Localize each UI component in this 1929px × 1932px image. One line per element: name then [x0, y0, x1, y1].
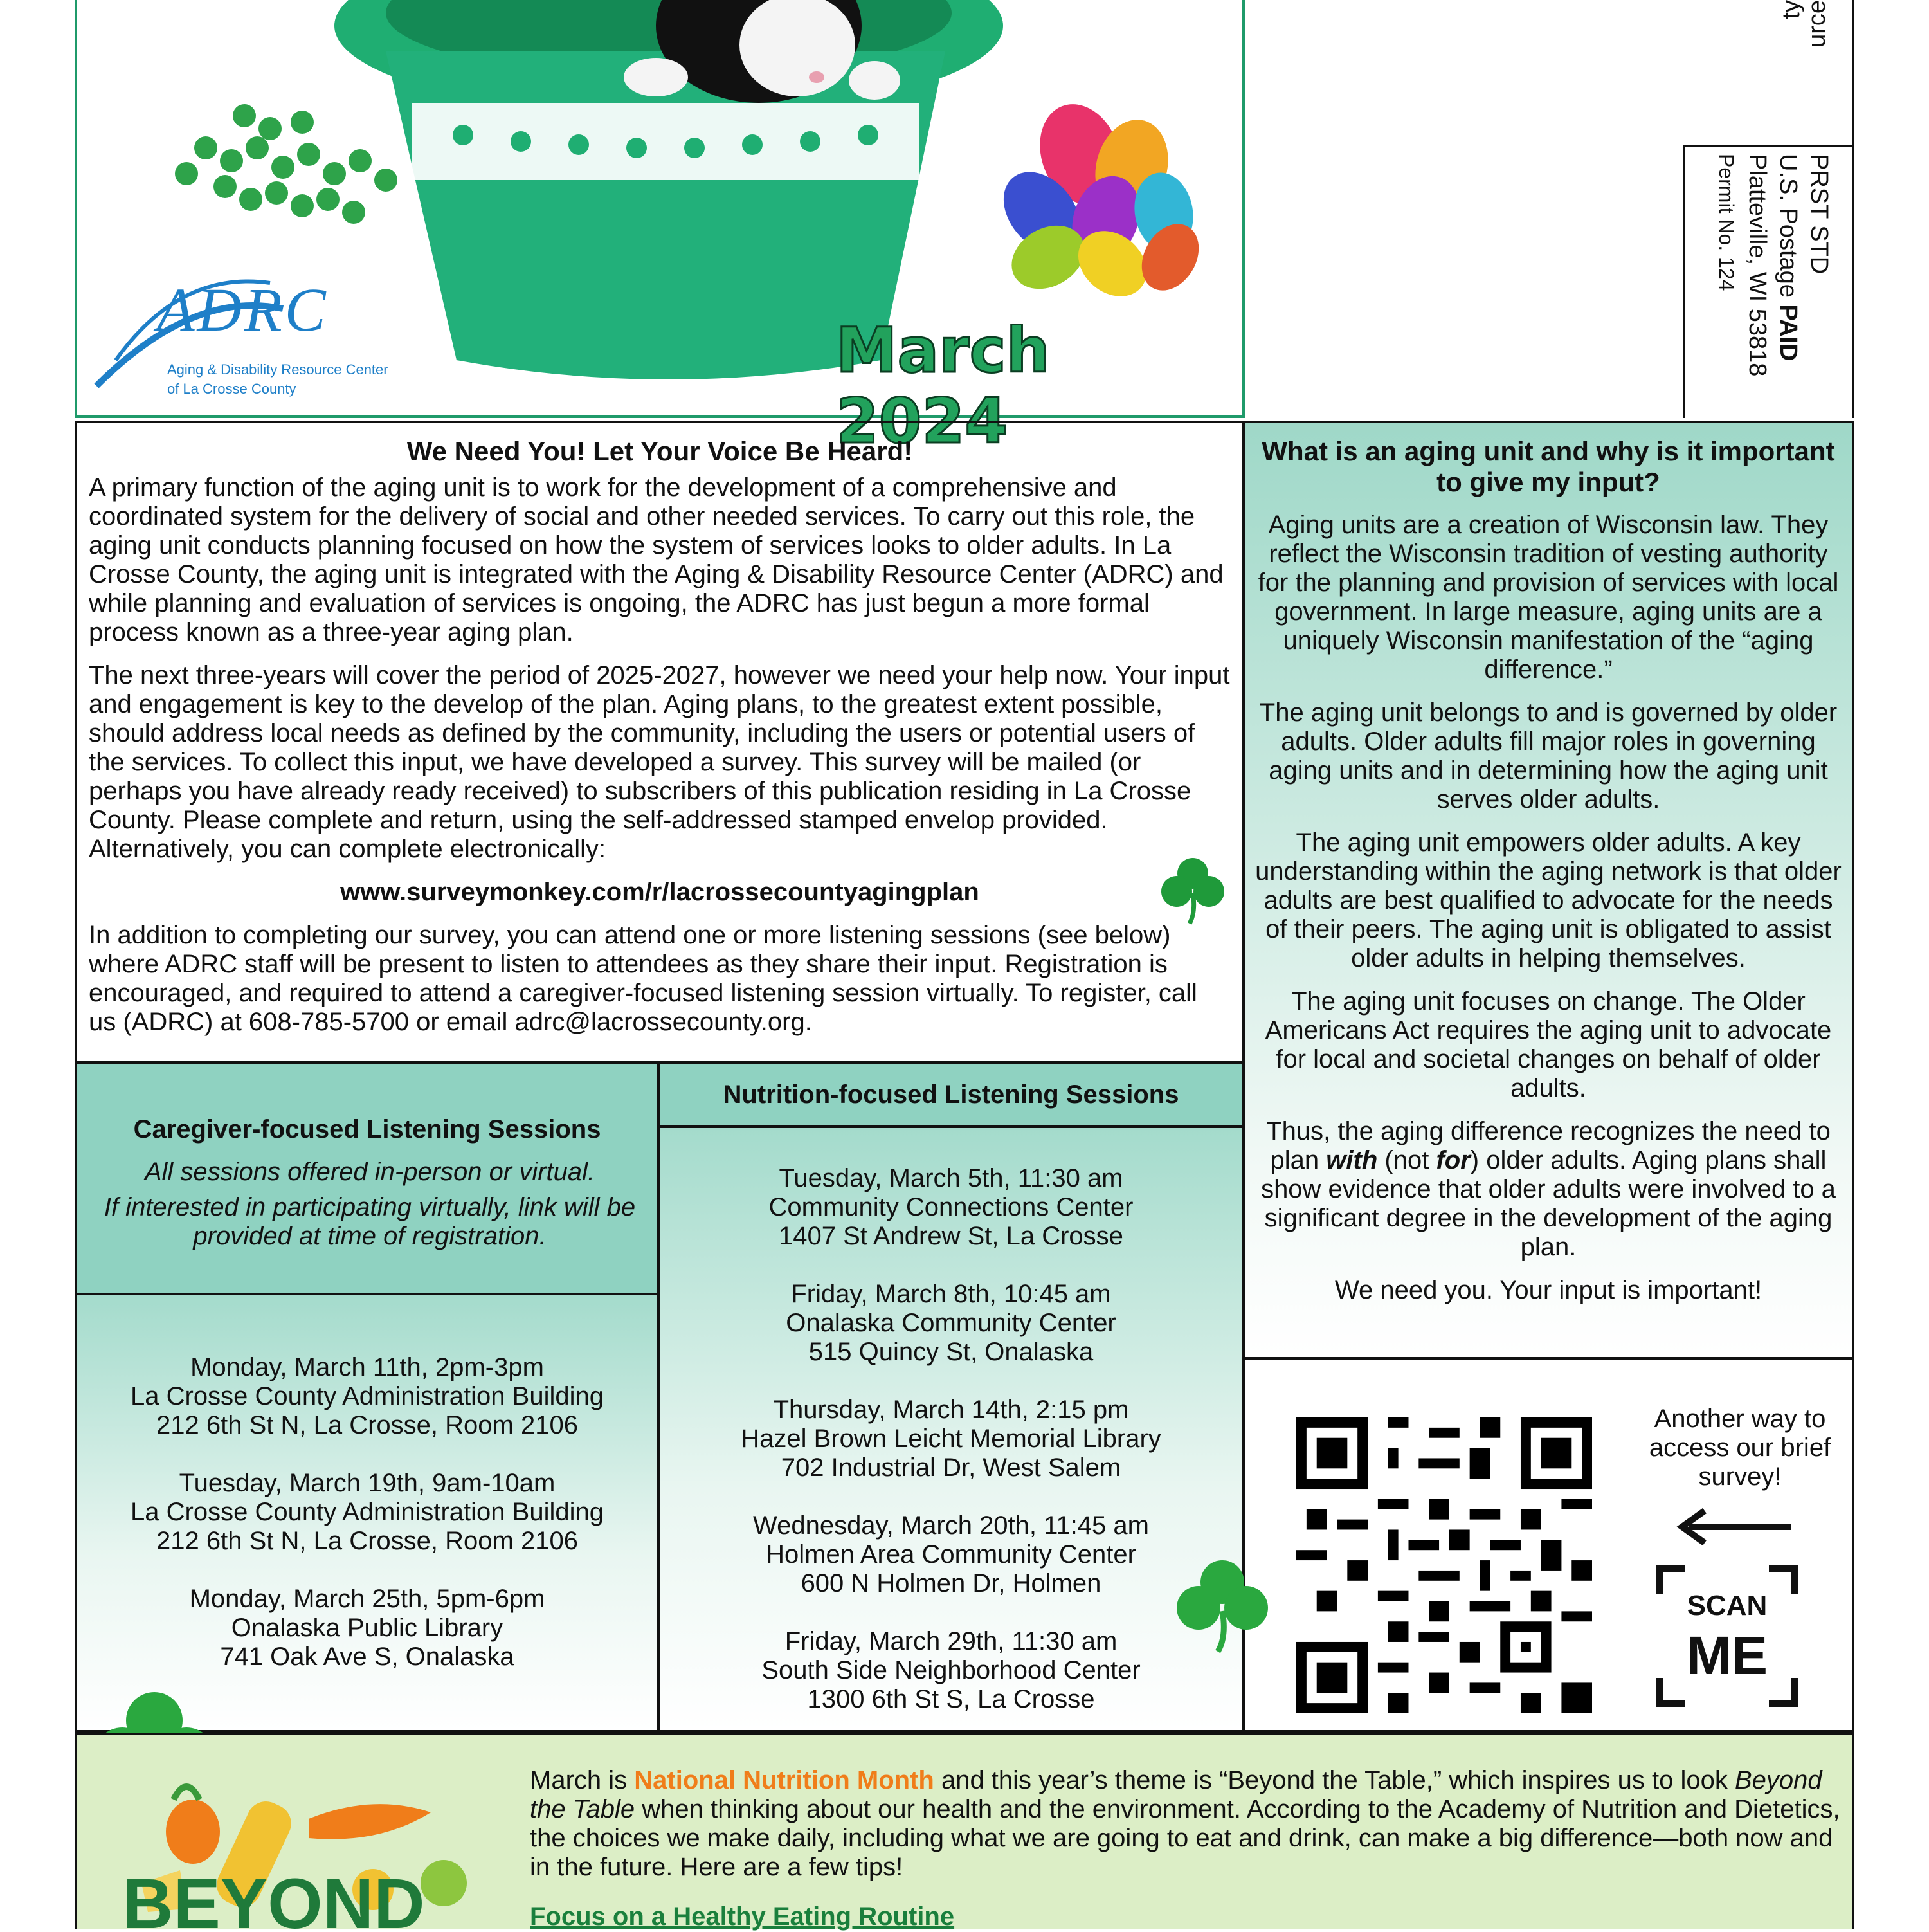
nnm-highlight: National Nutrition Month	[634, 1766, 934, 1794]
survey-article	[75, 421, 1245, 1064]
mailer-text-2: ty	[1778, 0, 1805, 19]
session-address: 600 N Holmen Dr, Holmen	[801, 1569, 1101, 1598]
caregiver-note-1: All sessions offered in-person or virtual.	[144, 1158, 595, 1186]
shamrock-icon	[1157, 854, 1228, 925]
survey-link[interactable]: www.surveymonkey.com/r/lacrossecountyagingplan	[340, 878, 979, 906]
nutrition-month-section	[75, 1733, 1854, 1932]
nutrition-session	[660, 1627, 1242, 1714]
session-time: Friday, March 8th, 10:45 am	[791, 1280, 1111, 1308]
aging-paragraph-3: The aging unit empowers older adults. A key understanding within the aging network is that older adults are best qualified to advocate for the needs of their peers. The aging unit is obligated to assist older adults in helping themselves.	[1255, 828, 1842, 972]
session-time: Tuesday, March 19th, 9am-10am	[179, 1469, 556, 1497]
healthy-routine-heading: Focus on a Healthy Eating Routine	[530, 1902, 955, 1931]
nnm-mid: and this year’s theme is “Beyond the Table,” which inspires us to look	[934, 1766, 1735, 1794]
survey-paragraph-1: A primary function of the aging unit is to work for the development of a comprehensive and coordinated system for the delivery of social and other needed services. To carry out this role, the aging unit conducts planning focused on how the system of services looks to older adults. In La Crosse County, the aging unit is integrated with the Aging & Disability Resource Center (ADRC) and while planning and evaluation of services is ongoing, the ADRC has just begun a more formal process known as a three-year aging plan.	[89, 473, 1224, 646]
aging-paragraph-1: Aging units are a creation of Wisconsin law. They reflect the Wisconsin tradition of vesting authority for the planning and provision of services with local government. In large measure, aging units are a uniquely Wisconsin manifestation of the “aging difference.”	[1258, 511, 1839, 684]
aging-unit-article	[1245, 421, 1854, 1360]
nutrition-header	[660, 1064, 1245, 1128]
session-time: Monday, March 11th, 2pm-3pm	[190, 1353, 544, 1381]
caregiver-note	[96, 1158, 643, 1251]
session-time: Monday, March 25th, 5pm-6pm	[189, 1585, 545, 1613]
shamrock-icon	[1174, 1556, 1271, 1653]
session-address: 1407 St Andrew St, La Crosse	[779, 1222, 1123, 1250]
permit-line-1: PRST STD	[1806, 154, 1833, 275]
session-address: 212 6th St N, La Crosse, Room 2106	[156, 1411, 578, 1439]
session-time: Wednesday, March 20th, 11:45 am	[753, 1511, 1149, 1540]
mailer-text-1: urce	[1804, 0, 1831, 48]
session-address: 741 Oak Ave S, Onalaska	[220, 1643, 514, 1671]
session-address: 515 Quincy St, Onalaska	[808, 1338, 1094, 1366]
session-place: La Crosse County Administration Building	[131, 1498, 604, 1526]
permit-postage: U.S. Postage	[1775, 154, 1802, 305]
nutrition-session	[660, 1280, 1242, 1367]
permit-line-4: Permit No. 124	[1715, 154, 1738, 291]
aging-p5-with: with	[1326, 1146, 1378, 1174]
adrc-logo-name	[167, 360, 388, 399]
session-time: Friday, March 29th, 11:30 am	[784, 1627, 1118, 1655]
qr-panel	[1245, 1360, 1854, 1733]
session-time: Tuesday, March 5th, 11:30 am	[779, 1164, 1123, 1192]
session-place: Onalaska Community Center	[786, 1309, 1116, 1337]
beyond-badge-text: BEYOND	[122, 1864, 425, 1932]
session-address: 1300 6th St S, La Crosse	[807, 1685, 1095, 1713]
nnm-rest: when thinking about our health and the environment. According to the Academy of Nutrition and Dietetics, the choices we make daily, including what we are going to eat and drink, can make a big difference—both now and in the future. Here are a few tips!	[530, 1795, 1840, 1881]
survey-paragraph-3: In addition to completing our survey, you can attend one or more listening sessions (see below) where ADRC staff will be present to listen to attendees as they share their input. Registration is encouraged, and required to attend a caregiver-focused listening session virtually. To register, call us (ADRC) at 608-785-5700 or email adrc@lacrossecounty.org.	[89, 921, 1197, 1036]
session-address: 702 Industrial Dr, West Salem	[781, 1454, 1121, 1482]
caregiver-note-2: If interested in participating virtually, link will be provided at time of registration.	[104, 1193, 636, 1250]
beyond-the-table-graphic	[96, 1774, 547, 1932]
aging-p5-part-c: ) older adults. Aging plans shall show evidence that older adults were involved to a significant degree in the development of the aging plan.	[1261, 1146, 1836, 1261]
session-place: South Side Neighborhood Center	[761, 1656, 1141, 1684]
me-label: ME	[1687, 1625, 1768, 1686]
caregiver-title: Caregiver-focused Listening Sessions	[133, 1115, 601, 1144]
aging-p5-part-b: (not	[1377, 1146, 1436, 1174]
nnm-lead: March is	[530, 1766, 635, 1794]
survey-paragraph-2: The next three-years will cover the period of 2025-2027, however we need your help now. Your input and engagement is key to the develop of the plan. Aging plans, to the greatest extent possible, should address local needs as defined by the community, including the users or potential users of the services. To collect this input, we have developed a survey. This survey will be mailed (or perhaps you have already ready received) to subscribers of this publication residing in La Crosse County. Please complete and return, using the self-addressed stamped envelop provided. Alternatively, you can complete electronically:	[89, 661, 1230, 863]
permit-line-3: Platteville, WI 53818	[1744, 154, 1771, 377]
caregiver-session	[77, 1469, 657, 1556]
nnm-theme: Beyond the Table	[530, 1766, 1822, 1823]
nutrition-month-text	[530, 1766, 1842, 1882]
aging-paragraph-4: The aging unit focuses on change. The Older Americans Act requires the aging unit to advocate for local and societal changes on behalf of older adults.	[1265, 987, 1832, 1102]
permit-paid: PAID	[1775, 304, 1802, 361]
aging-p5-part-a: Thus, the aging difference recognizes the need to plan	[1266, 1117, 1831, 1174]
postage-permit	[1683, 145, 1854, 418]
scan-me-badge	[1656, 1565, 1798, 1707]
nutrition-sessions	[660, 1128, 1245, 1733]
nutrition-session	[660, 1396, 1242, 1482]
nutrition-session	[660, 1511, 1242, 1598]
qr-note: Another way to access our brief survey!	[1649, 1405, 1831, 1491]
session-place: Community Connections Center	[768, 1193, 1134, 1221]
caregiver-session-list	[77, 1353, 657, 1672]
issue-date: March 2024	[836, 314, 1050, 457]
session-place: Onalaska Public Library	[231, 1614, 503, 1642]
qr-code[interactable]	[1296, 1417, 1592, 1713]
session-place: La Crosse County Administration Building	[131, 1382, 604, 1410]
adrc-logo-line2: of La Crosse County	[167, 381, 296, 397]
caregiver-header	[75, 1064, 660, 1295]
aging-paragraph-2: The aging unit belongs to and is governed by older adults. Older adults fill major roles in governing aging units and in determining how the aging unit serves older adults.	[1259, 698, 1838, 814]
session-time: Thursday, March 14th, 2:15 pm	[773, 1396, 1129, 1424]
aging-p5-for: for	[1436, 1146, 1471, 1174]
nutrition-title: Nutrition-focused Listening Sessions	[723, 1080, 1179, 1109]
adrc-logo-line1: Aging & Disability Resource Center	[167, 361, 388, 378]
nutrition-session-list	[660, 1164, 1242, 1714]
survey-title: We Need You! Let Your Voice Be Heard!	[406, 436, 913, 466]
session-place: Holmen Area Community Center	[766, 1540, 1136, 1569]
nutrition-session	[660, 1164, 1242, 1251]
session-place: Hazel Brown Leicht Memorial Library	[741, 1425, 1161, 1453]
arrow-left-icon	[1669, 1508, 1798, 1546]
caregiver-session	[77, 1353, 657, 1440]
aging-paragraph-6: We need you. Your input is important!	[1334, 1276, 1762, 1304]
permit-line-2	[1773, 154, 1804, 376]
aging-paragraph-5	[1254, 1117, 1843, 1262]
session-address: 212 6th St N, La Crosse, Room 2106	[156, 1527, 578, 1555]
aging-title: What is an aging unit and why is it important to give my input?	[1262, 436, 1835, 497]
caregiver-sessions	[75, 1295, 660, 1733]
adrc-logo-text: ADRC	[157, 275, 329, 344]
caregiver-session	[77, 1585, 657, 1672]
scan-label: SCAN	[1687, 1590, 1768, 1621]
